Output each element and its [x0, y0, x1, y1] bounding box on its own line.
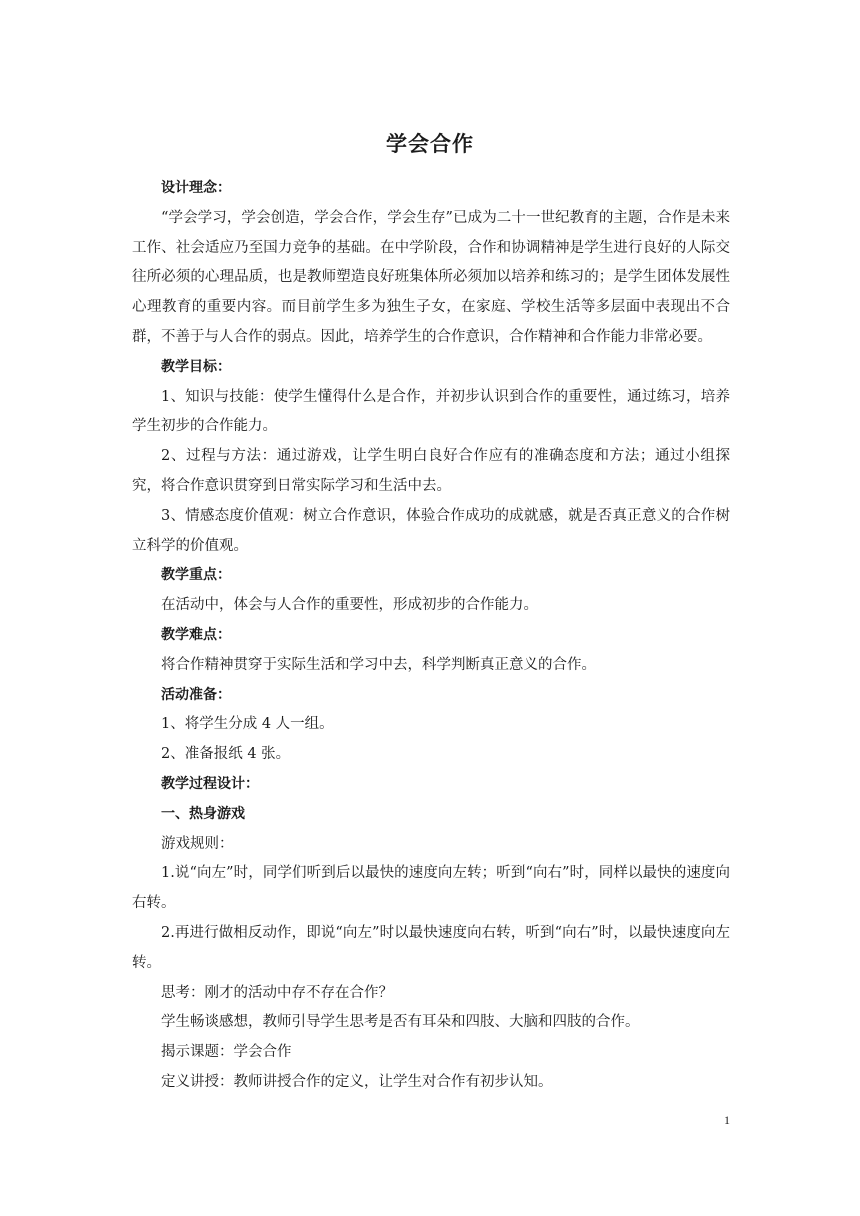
paragraph-difficulty: 将合作精神贯穿于实际生活和学习中去，科学判断真正意义的合作。	[161, 656, 596, 673]
goal-item-2: 2、过程与方法：通过游戏，让学生明白良好合作应有的准确态度和方法；通过小组探究，将合作意识贯穿到日常实际学习和生活中去。	[132, 448, 730, 494]
section-heading-warmup: 一、热身游戏	[161, 805, 245, 822]
paragraph-reveal: 揭示课题：学会合作	[161, 1044, 292, 1061]
prep-item-2: 2、准备报纸 4 张。	[161, 746, 291, 763]
page-title: 学会合作	[386, 132, 474, 156]
paragraph-think: 思考：刚才的活动中存不存在合作？	[161, 984, 393, 1001]
paragraph-discuss: 学生畅谈感想，教师引导学生思考是否有耳朵和四肢、大脑和四肢的合作。	[161, 1014, 640, 1031]
prep-item-1: 1、将学生分成 4 人一组。	[161, 716, 334, 733]
goal-item-3: 3、情感态度价值观：树立合作意识，体验合作成功的成就感，就是否真正意义的合作树立科学的价值观。	[132, 507, 730, 554]
paragraph-key: 在活动中，体会与人合作的重要性，形成初步的合作能力。	[161, 597, 538, 614]
goal-item-1: 1、知识与技能：使学生懂得什么是合作，并初步认识到合作的重要性，通过练习，培养学生初步的合作能力。	[132, 388, 730, 435]
page-number: 1	[724, 1113, 730, 1127]
section-heading-prep: 活动准备：	[161, 686, 231, 703]
paragraph-define: 定义讲授：教师讲授合作的定义，让学生对合作有初步认知。	[161, 1073, 553, 1090]
section-heading-difficulty: 教学难点：	[161, 626, 231, 643]
section-heading-key: 教学重点：	[161, 567, 231, 584]
rule-item-2: 2.再进行做相反动作，即说“向左”时以最快速度向右转，听到“向右”时，以最快速度向左转。	[132, 924, 730, 971]
paragraph-concept: “学会学习，学会创造，学会合作，学会生存”已成为二十一世纪教育的主题，合作是未来工作、社会适应乃至国力竞争的基础。在中学阶段，合作和协调精神是学生进行良好的人际交往所必须的心理品质，也是教师塑造良好班集体所必须加以培养和练习的；是学生团体发展性心理教育的重要内容。而目前学生多为独生子女，在家庭、学校生活等多层面中表现出不合群，不善于与人合作的弱点。因此，培养学生的合作意识，合作精神和合作能力非常必要。	[132, 209, 730, 345]
section-heading-concept: 设计理念：	[161, 180, 231, 196]
rules-label: 游戏规则：	[161, 835, 234, 852]
rule-item-1: 1.说“向左”时，同学们听到后以最快的速度向左转；听到“向右”时，同样以最快的速度向右转。	[132, 865, 730, 912]
section-heading-goals: 教学目标：	[161, 358, 231, 375]
document-body	[132, 174, 730, 1098]
section-heading-process: 教学过程设计：	[161, 775, 259, 792]
